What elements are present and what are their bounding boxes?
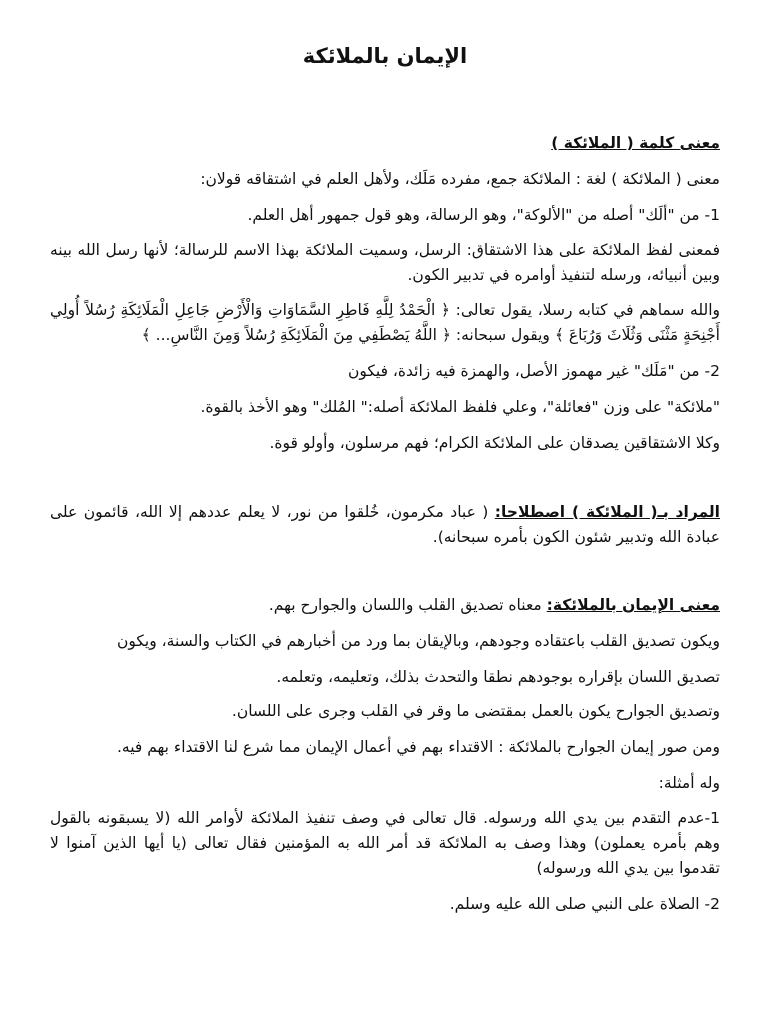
section3-heading: معنى الإيمان بالملائكة: [546, 596, 720, 614]
section2-paragraph [50, 500, 720, 550]
section3-paragraph-6: 1-عدم التقدم بين يدي الله ورسوله. قال تعالى في وصف تنفيذ الملائكة لأوامر الله (لا يسبقونه بالقول وهم بأمره يعملون) وهذا وصف به الملائكة قد أمر الله به المؤمنين فقال تعالى (يا أيها الذين آمنوا لا تقدموا بين يدي الله ورسوله) [50, 809, 720, 877]
section-heading-word-meaning [50, 130, 720, 156]
section3-intro [50, 592, 720, 618]
section1-paragraph-7: وكلا الاشتقاقين يصدقان على الملائكة الكرام؛ فهم مرسلون، وأولو قوة. [269, 434, 720, 452]
section3-paragraph-7: 2- الصلاة على النبي صلى الله عليه وسلم. [449, 895, 720, 913]
section2-heading: المراد بـ( الملائكة ) اصطلاحا: [494, 503, 720, 521]
section1-paragraph-6: "ملائكة" على وزن "فعائلة"، وعلي فلفظ الملائكة أصله:" المُلك" وهو الأخذ بالقوة. [200, 398, 720, 416]
section1-heading: معنى كلمة ( الملائكة ) [551, 134, 720, 152]
section3-paragraph-5: وله أمثلة: [658, 774, 720, 792]
section2-text: ( عباد مكرمون، خُلقوا من نور، لا يعلم عددهم إلا الله، قائمون على عبادة الله وتدبير شئون الكون بأمره سبحانه). [50, 503, 720, 546]
section1-paragraph-4: والله سماهم في كتابه رسلا، يقول تعالى: ﴿ الْحَمْدُ لِلَّهِ فَاطِرِ السَّمَاوَاتِ وَالْأَرْضِ جَاعِلِ الْمَلَائِكَةِ رُسُلاً أُولِي أَجْنِحَةٍ مَثْنَى وَثُلَاثَ وَرُبَاعَ ﴾ ويقول سبحانه: ﴿ اللَّهُ يَصْطَفِي مِنَ الْمَلَائِكَةِ رُسُلاً وَمِنَ النَّاسِ... ﴾ [50, 301, 720, 344]
section3-paragraph-3: وتصديق الجوارح يكون بالعمل بمقتضى ما وقر في القلب وجرى على اللسان. [231, 702, 720, 720]
section1-paragraph-3: فمعنى لفظ الملائكة على هذا الاشتقاق: الرسل، وسميت الملائكة بهذا الاسم للرسالة؛ لأنها رسل الله بينه وبين أنبيائه، ورسله لتنفيذ أوامره في تدبير الكون. [50, 241, 720, 284]
section3-paragraph-2: تصديق اللسان بإقراره بوجودهم نطقا والتحدث بذلك، وتعليمه، وتعلمه. [276, 668, 720, 686]
section1-paragraph-1: معنى ( الملائكة ) لغة : الملائكة جمع، مفرده مَلَك، ولأهل العلم في اشتقاقه قولان: [200, 170, 720, 188]
section3-paragraph-1: ويكون تصديق القلب باعتقاده وجودهم، وبالإيقان بما ورد من أخبارهم في الكتاب والسنة، ويكون [116, 632, 720, 650]
page-title: الإيمان بالملائكة [302, 44, 468, 68]
section1-paragraph-2: 1- من "ألَك" أصله من "الألوكة"، وهو الرسالة، وهو قول جمهور أهل العلم. [247, 206, 720, 224]
section3-text: معناه تصديق القلب واللسان والجوارح بهم. [268, 596, 547, 614]
section1-paragraph-5: 2- من "مَلَك" غير مهموز الأصل، والهمزة فيه زائدة، فيكون [347, 362, 720, 380]
section3-paragraph-4: ومن صور إيمان الجوارح بالملائكة : الاقتداء بهم في أعمال الإيمان مما شرع لنا الاقتداء بهم فيه. [116, 738, 720, 756]
